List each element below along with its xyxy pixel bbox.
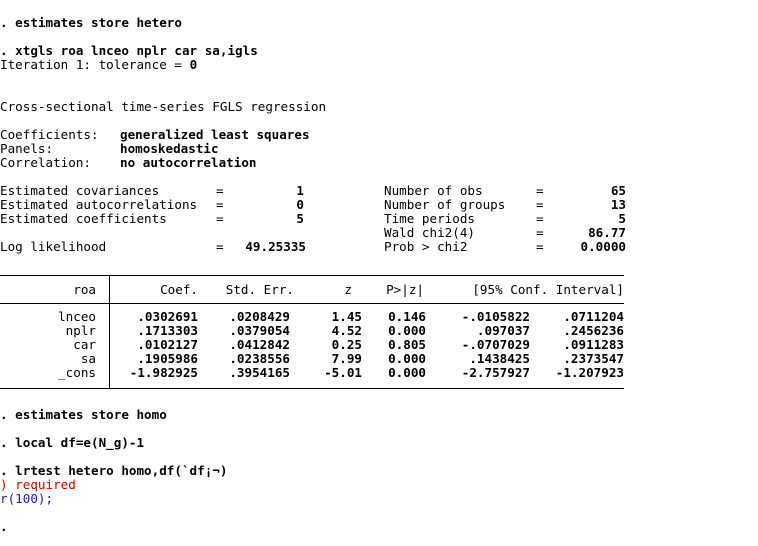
stat-value-coefficients: 5	[296, 211, 304, 226]
regression-title: Cross-sectional time-series FGLS regression	[0, 99, 327, 114]
cell-z: 7.99	[331, 351, 362, 366]
stat-eq: =	[536, 225, 544, 240]
table-top-rule	[0, 275, 624, 276]
coefficients-label: Coefficients:	[0, 127, 99, 142]
stat-value-autocorrelations: 0	[296, 197, 304, 212]
cell-z: 1.45	[331, 309, 362, 324]
cell-conf-low: -.0707029	[461, 337, 530, 352]
stat-value-log-likelihood: 49.25335	[245, 239, 306, 254]
table-header-rule	[0, 303, 624, 304]
cell-p: 0.000	[388, 365, 426, 380]
iteration-value: 0	[189, 57, 198, 72]
cell-coef: .0302691	[137, 309, 198, 324]
command-lrtest: . lrtest hetero homo,df(`df¡¬)	[0, 463, 228, 478]
stat-label-number-of-obs: Number of obs	[384, 183, 483, 198]
stat-label-covariances: Estimated covariances	[0, 183, 160, 198]
command-estimates-store-homo: . estimates store homo	[0, 407, 167, 422]
table-header-std-err: Std. Err.	[225, 282, 294, 297]
stat-label-number-of-groups: Number of groups	[384, 197, 506, 212]
cell-std-err: .0379054	[229, 323, 290, 338]
command-estimates-store-hetero: . estimates store hetero	[0, 15, 182, 30]
table-bottom-rule	[0, 388, 624, 389]
cell-conf-low: -2.757927	[461, 365, 530, 380]
return-code: r(100);	[0, 491, 54, 506]
stat-value-time-periods: 5	[618, 211, 626, 226]
cell-z: -5.01	[324, 365, 362, 380]
table-header-coef: Coef.	[160, 282, 198, 297]
cell-std-err: .0412842	[229, 337, 290, 352]
command-local-df: . local df=e(N_g)-1	[0, 435, 145, 450]
cell-variable: car	[73, 337, 96, 352]
panels-value: homoskedastic	[120, 141, 219, 156]
stat-label-coefficients: Estimated coefficients	[0, 211, 167, 226]
cell-p: 0.805	[388, 337, 426, 352]
cell-conf-low: -.0105822	[461, 309, 530, 324]
panels-label: Panels:	[0, 141, 54, 156]
stat-label-autocorrelations: Estimated autocorrelations	[0, 197, 198, 212]
cell-conf-high: .2456236	[563, 323, 624, 338]
cell-p: 0.000	[388, 351, 426, 366]
cell-variable: lnceo	[58, 309, 96, 324]
stat-label-log-likelihood: Log likelihood	[0, 239, 107, 254]
cell-p: 0.146	[388, 309, 426, 324]
stat-label-time-periods: Time periods	[384, 211, 475, 226]
cell-coef: .1905986	[137, 351, 198, 366]
correlation-label: Correlation:	[0, 155, 91, 170]
stat-value-number-of-groups: 13	[610, 197, 626, 212]
command-xtgls: . xtgls roa lnceo nplr car sa,igls	[0, 43, 258, 58]
stat-eq: =	[536, 183, 544, 198]
cell-coef: .0102127	[137, 337, 198, 352]
cell-conf-high: .2373547	[563, 351, 624, 366]
cell-conf-high: -1.207923	[555, 365, 624, 380]
stat-eq: =	[536, 197, 544, 212]
cell-z: 4.52	[331, 323, 362, 338]
cell-conf-low: .1438425	[469, 351, 530, 366]
error-message: ) required	[0, 477, 76, 492]
cell-variable: _cons	[58, 365, 96, 380]
cell-coef: -1.982925	[129, 365, 198, 380]
cell-std-err: .0238556	[229, 351, 290, 366]
stat-eq: =	[216, 211, 224, 226]
stat-eq: =	[216, 183, 224, 198]
cell-std-err: .3954165	[229, 365, 290, 380]
stat-eq: =	[536, 239, 544, 254]
stat-value-number-of-obs: 65	[610, 183, 626, 198]
cell-p: 0.000	[388, 323, 426, 338]
table-header-conf-interval: [95% Conf. Interval]	[472, 282, 624, 297]
stat-eq: =	[536, 211, 544, 226]
stat-eq: =	[216, 239, 224, 254]
cell-coef: .1713303	[137, 323, 198, 338]
command-prompt[interactable]: .	[0, 519, 8, 534]
cell-conf-high: .0911283	[563, 337, 624, 352]
cell-std-err: .0208429	[229, 309, 290, 324]
cell-z: 0.25	[331, 337, 362, 352]
cell-conf-low: .097037	[476, 323, 530, 338]
stat-label-prob-chi2: Prob > chi2	[384, 239, 468, 254]
table-header-z: z	[344, 282, 352, 297]
stat-value-covariances: 1	[296, 183, 304, 198]
stat-label-wald-chi2: Wald chi2(4)	[384, 225, 475, 240]
table-depvar-header: roa	[73, 282, 96, 297]
table-header-p: P>|z|	[386, 282, 424, 297]
iteration-label: Iteration 1: tolerance =	[0, 57, 190, 72]
stat-value-prob-chi2: 0.0000	[580, 239, 626, 254]
iteration-line	[0, 58, 197, 72]
stat-eq: =	[216, 197, 224, 212]
cell-variable: nplr	[65, 323, 96, 338]
stat-value-wald-chi2: 86.77	[588, 225, 626, 240]
cell-conf-high: .0711204	[563, 309, 624, 324]
cell-variable: sa	[80, 351, 96, 366]
correlation-value: no autocorrelation	[120, 155, 257, 170]
coefficients-value: generalized least squares	[120, 127, 310, 142]
